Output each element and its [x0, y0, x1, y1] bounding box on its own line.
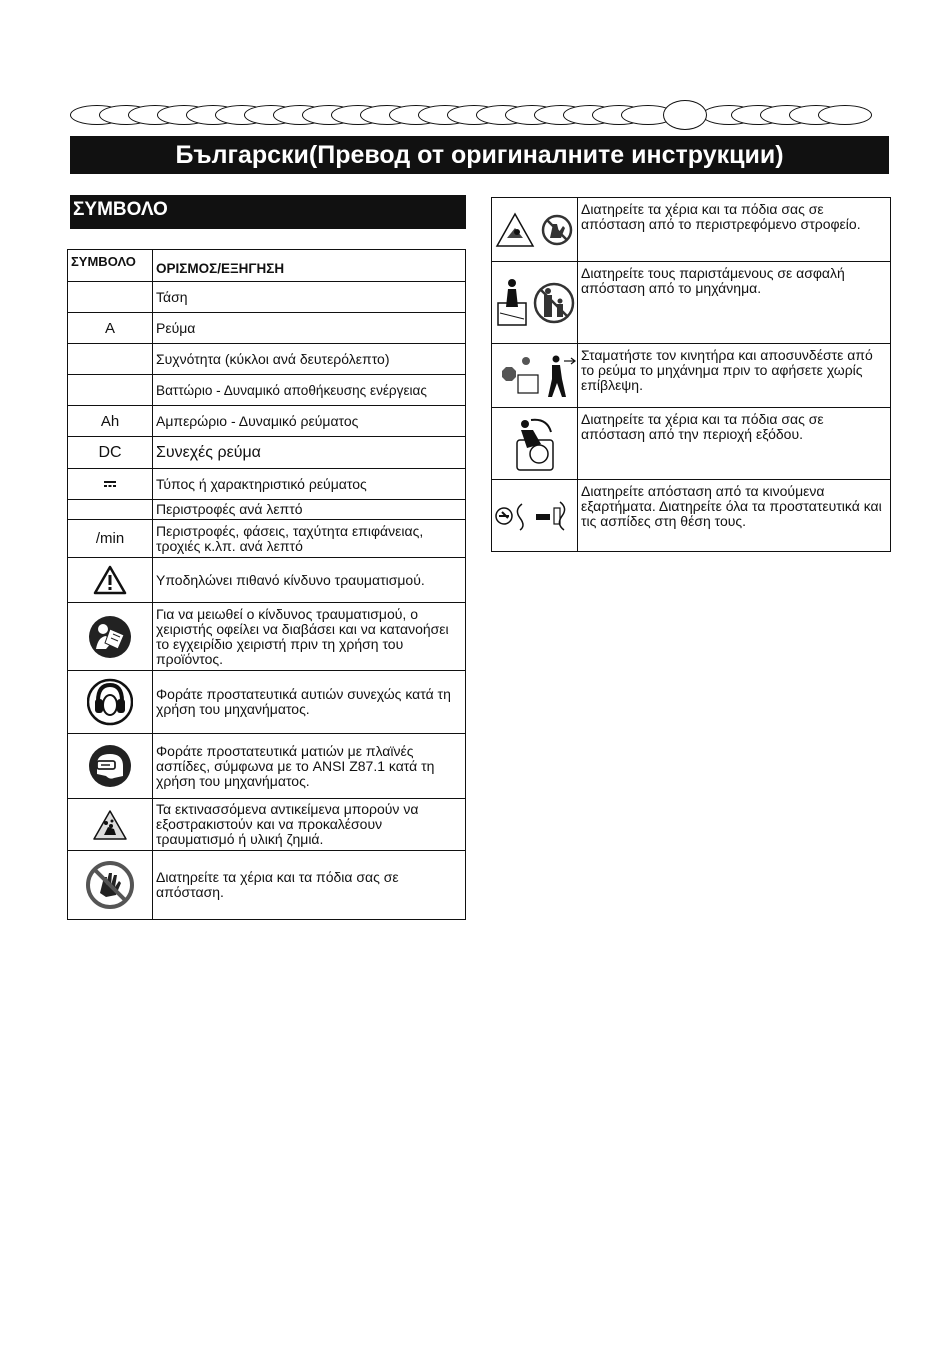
table-row [68, 406, 466, 437]
table-row [68, 437, 466, 469]
symbol-cell: Ah [68, 406, 153, 437]
language-oval [818, 105, 872, 125]
table-row [68, 344, 466, 375]
icon-cell [68, 671, 153, 734]
symbol-table-left [67, 249, 466, 920]
section-title: ΣΥΜΒΟΛΟ [70, 195, 466, 229]
table-row [492, 408, 891, 480]
definition-cell: Συχνότητα (κύκλοι ανά δευτερόλεπτο) [153, 344, 466, 375]
table-row [68, 282, 466, 313]
definition-cell: Αμπερώριο - Δυναμικό ρεύματος [153, 406, 466, 437]
definition-cell: Διατηρείτε τα χέρια και τα πόδια σας σε απόσταση. [153, 851, 466, 920]
definition-cell: Τύπος ή χαρακτηριστικό ρεύματος [153, 469, 466, 500]
icon-cell [492, 408, 578, 480]
keep-bystanders-away-icon [494, 273, 576, 333]
symbol-cell [68, 500, 153, 520]
icon-cell [68, 734, 153, 799]
table-row [492, 198, 891, 262]
definition-cell: Τάση [153, 282, 466, 313]
table-row [68, 558, 466, 603]
icon-cell [68, 603, 153, 671]
table-row [68, 799, 466, 851]
table-row [68, 520, 466, 558]
language-oval-active [663, 100, 707, 130]
rotating-auger-icon [495, 210, 575, 250]
table-row [68, 500, 466, 520]
table-row [68, 313, 466, 344]
table-row [492, 262, 891, 344]
definition-cell: Συνεχές ρεύμα [153, 437, 466, 469]
table-row [68, 734, 466, 799]
definition-cell: Φοράτε προστατευτικά ματιών με πλαϊνές ασπίδες, σύμφωνα με το ANSI Z87.1 κατά τη χρήση του μηχανήματος. [153, 734, 466, 799]
symbol-cell [68, 344, 153, 375]
icon-cell [68, 799, 153, 851]
table-row [68, 603, 466, 671]
table-header-row [68, 250, 466, 282]
table-row [492, 344, 891, 408]
discharge-area-icon [511, 414, 559, 474]
icon-cell [68, 851, 153, 920]
symbol-cell: DC [68, 437, 153, 469]
definition-cell: Φοράτε προστατευτικά αυτιών συνεχώς κατά τη χρήση του μηχανήματος. [153, 671, 466, 734]
col-symbol-header: ΣΥΜΒΟΛΟ [68, 250, 153, 282]
symbol-cell [68, 282, 153, 313]
definition-cell: Για να μειωθεί ο κίνδυνος τραυματισμού, ο χειριστής οφείλει να διαβάσει και να κατανοήσει το εγχειρίδιο χειριστή πριν τη χρήση του προϊόντος. [153, 603, 466, 671]
col-definition-header: ΟΡΙΣΜΟΣ/ΕΞΗΓΗΣΗ [153, 250, 466, 282]
thrown-objects-icon [92, 809, 128, 841]
icon-cell [492, 480, 578, 552]
dc-current-icon-cell [68, 469, 153, 500]
definition-cell: Σταματήστε τον κινητήρα και αποσυνδέστε από το ρεύμα το μηχάνημα πριν το αφήσετε χωρίς επίβλεψη. [578, 344, 891, 408]
read-manual-icon [88, 615, 132, 659]
symbol-cell: A [68, 313, 153, 344]
page-title: Български(Превод от оригиналните инструкции) [70, 136, 889, 174]
definition-cell: Υποδηλώνει πιθανό κίνδυνο τραυματισμού. [153, 558, 466, 603]
ear-protection-icon [87, 677, 133, 727]
definition-cell: Διατηρείτε τα χέρια και τα πόδια σας σε απόσταση από το περιστρεφόμενο στροφείο. [578, 198, 891, 262]
icon-cell [492, 344, 578, 408]
moving-parts-icon [494, 496, 576, 536]
icon-cell [492, 198, 578, 262]
symbol-cell: /min [68, 520, 153, 558]
definition-cell: Διατηρείτε απόσταση από τα κινούμενα εξαρτήματα. Διατηρείτε όλα τα προστατευτικά και τις ασπίδες στη θέση τους. [578, 480, 891, 552]
definition-cell: Περιστροφές, φάσεις, ταχύτητα επιφάνειας, τροχιές κ.λπ. ανά λεπτό [153, 520, 466, 558]
definition-cell: Βαττώριο - Δυναμικό αποθήκευσης ενέργειας [153, 375, 466, 406]
table-row [68, 375, 466, 406]
table-row [68, 469, 466, 500]
warning-triangle-icon [93, 565, 127, 595]
dc-current-icon [102, 480, 118, 488]
icon-cell [68, 558, 153, 603]
definition-cell: Διατηρείτε τους παριστάμενους σε ασφαλή απόσταση από το μηχάνημα. [578, 262, 891, 344]
symbol-cell [68, 375, 153, 406]
definition-cell: Ρεύμα [153, 313, 466, 344]
definition-cell: Τα εκτινασσόμενα αντικείμενα μπορούν να εξοστρακιστούν και να προκαλέσουν τραυματισμό ή υλική ζημιά. [153, 799, 466, 851]
table-row [68, 851, 466, 920]
definition-cell: Περιστροφές ανά λεπτό [153, 500, 466, 520]
table-row [492, 480, 891, 552]
definition-cell: Διατηρείτε τα χέρια και τα πόδια σας σε απόσταση από την περιοχή εξόδου. [578, 408, 891, 480]
table-row [68, 671, 466, 734]
stop-engine-icon [494, 351, 576, 401]
icon-cell [492, 262, 578, 344]
eye-protection-icon [88, 744, 132, 788]
symbol-table-right [491, 197, 891, 552]
keep-hands-away-icon [86, 861, 134, 909]
language-tabs [70, 103, 882, 125]
